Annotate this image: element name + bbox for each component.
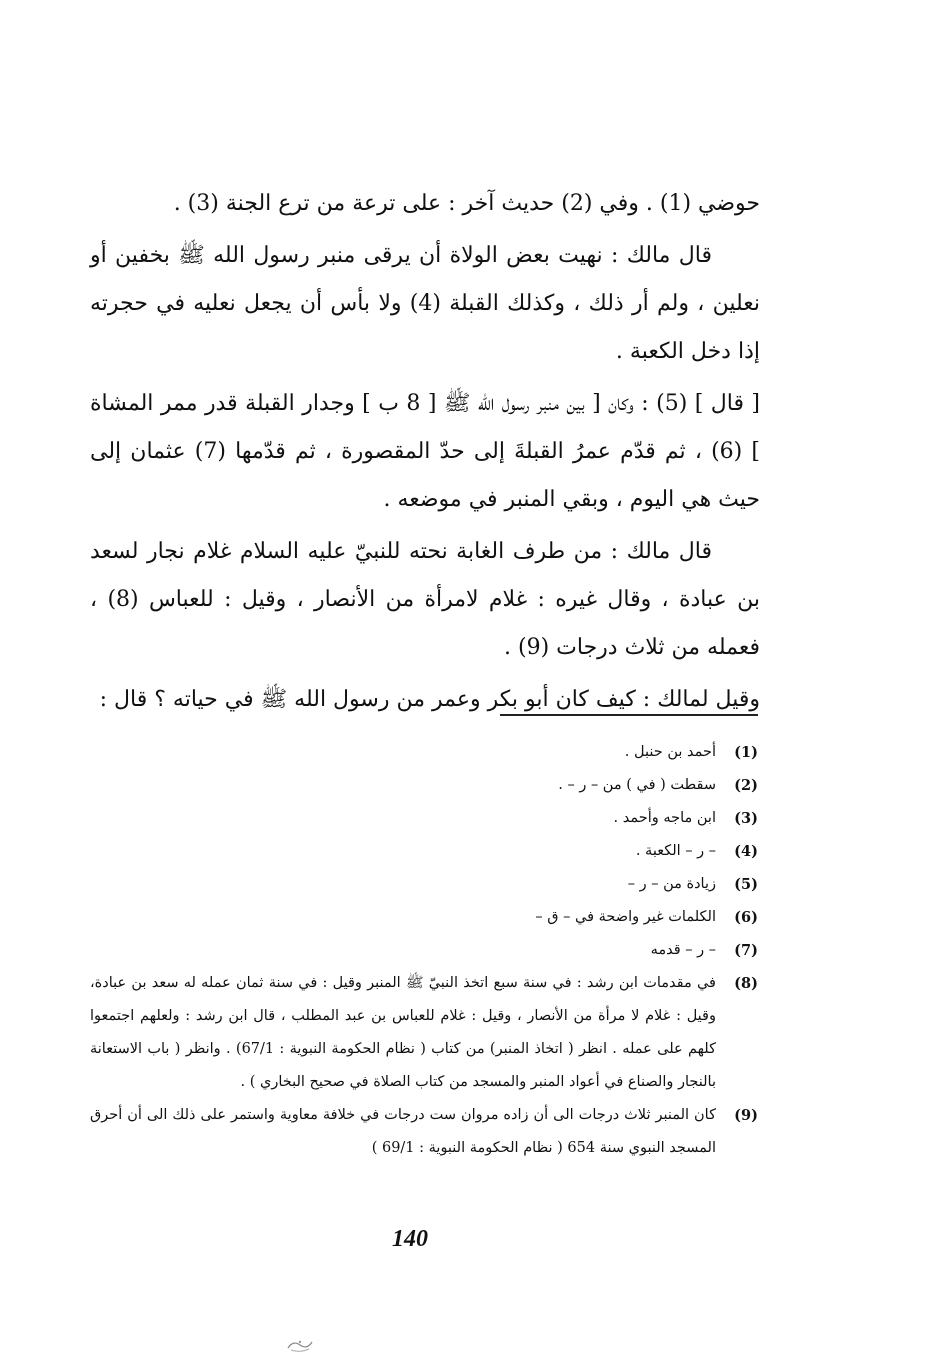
footnote-text: – ر – الكعبة .: [635, 843, 716, 859]
footnote-text: – ر – قدمه: [650, 942, 716, 958]
footnote-8: [90, 967, 758, 1099]
footnote-text: أحمد بن حنبل .: [624, 744, 716, 760]
footnotes: [90, 736, 758, 1165]
footnote-number: (5): [734, 876, 758, 893]
footnote-number: (2): [734, 777, 758, 794]
footnote-5: [90, 868, 758, 901]
footnote-number: (8): [734, 975, 758, 992]
footnote-text: سقطت ( في ) من – ر – .: [558, 777, 716, 793]
footnote-text: الكلمات غير واضحة في – ق –: [535, 909, 716, 925]
footnote-4: [90, 835, 758, 868]
footnote-separator: [500, 714, 758, 716]
footnote-text: في مقدمات ابن رشد : في سنة سبع اتخذ النبيّ ﷺ المنبر وقيل : في سنة ثمان عمله له سعد بن عبادة، وقيل : غلام لا مرأة من الأنصار ، وقيل : غلام للعباس بن عبد المطلب ، قال ابن رشد : ولعلهم اجتمعوا كلهم على عمله . انظر ( اتخاذ المنبر) من كتاب ( نظام الحكومة النبوية : 67/1) . وانظر ( باب الاستعانة بالنجار والصناع في أعواد المنبر والمسجد من كتاب الصلاة في صحيح البخاري ) .: [90, 975, 716, 1090]
footnote-7: [90, 934, 758, 967]
paragraph-2: قال مالك : نهيت بعض الولاة أن يرقى منبر رسول الله ﷺ بخفين أو نعلين ، ولم أر ذلك ، وكذلك القبلة (4) ولا بأس أن يجعل نعليه في حجرته إذا دخل الكعبة .: [90, 243, 760, 364]
footnote-text: زيادة من – ر –: [627, 876, 716, 892]
footnote-number: (1): [734, 744, 758, 761]
ornament-mark-icon: [285, 1336, 315, 1354]
paragraph-1: حوضي (1) . وفي (2) حديث آخر : على ترعة من ترع الجنة (3) .: [173, 191, 760, 216]
footnote-3: [90, 802, 758, 835]
paragraph-3: [ قال ] (5) : وكان [ بين منبر رسول الله ﷺ [ 8 ب ] وجدار القبلة قدر ممر المشاة ] (6) ، ثم قدّم عمرُ القبلةَ إلى حدّ المقصورة ، ثم قدّمها (7) عثمان إلى حيث هي اليوم ، وبقي المنبر في موضعه .: [90, 391, 761, 512]
footnote-text: كان المنبر ثلاث درجات الى أن زاده مروان ست درجات في خلافة معاوية واستمر على ذلك الى أن أحرق المسجد النبوي سنة 654 ( نظام الحكومة النبوية : 69/1 ): [90, 1107, 716, 1156]
footnote-number: (7): [734, 942, 758, 959]
footnote-6: [90, 901, 758, 934]
main-text: [90, 180, 760, 728]
footnote-9: [90, 1099, 758, 1165]
footnote-2: [90, 769, 758, 802]
page-number: 140: [392, 1226, 428, 1252]
footnote-number: (4): [734, 843, 758, 860]
footnote-number: (3): [734, 810, 758, 827]
footnote-text: ابن ماجه وأحمد .: [613, 810, 716, 826]
paragraph-5: وقيل لمالك : كيف كان أبو بكر وعمر من رسول الله ﷺ في حياته ؟ قال :: [99, 687, 760, 712]
footnote-1: [90, 736, 758, 769]
footnote-number: (6): [734, 909, 758, 926]
paragraph-4: قال مالك : من طرف الغابة نحته للنبيّ عليه السلام غلام نجار لسعد بن عبادة ، وقال غيره : غلام لامرأة من الأنصار ، وقيل : للعباس (8) ، فعمله من ثلاث درجات (9) .: [90, 539, 760, 660]
footnote-number: (9): [734, 1107, 758, 1124]
